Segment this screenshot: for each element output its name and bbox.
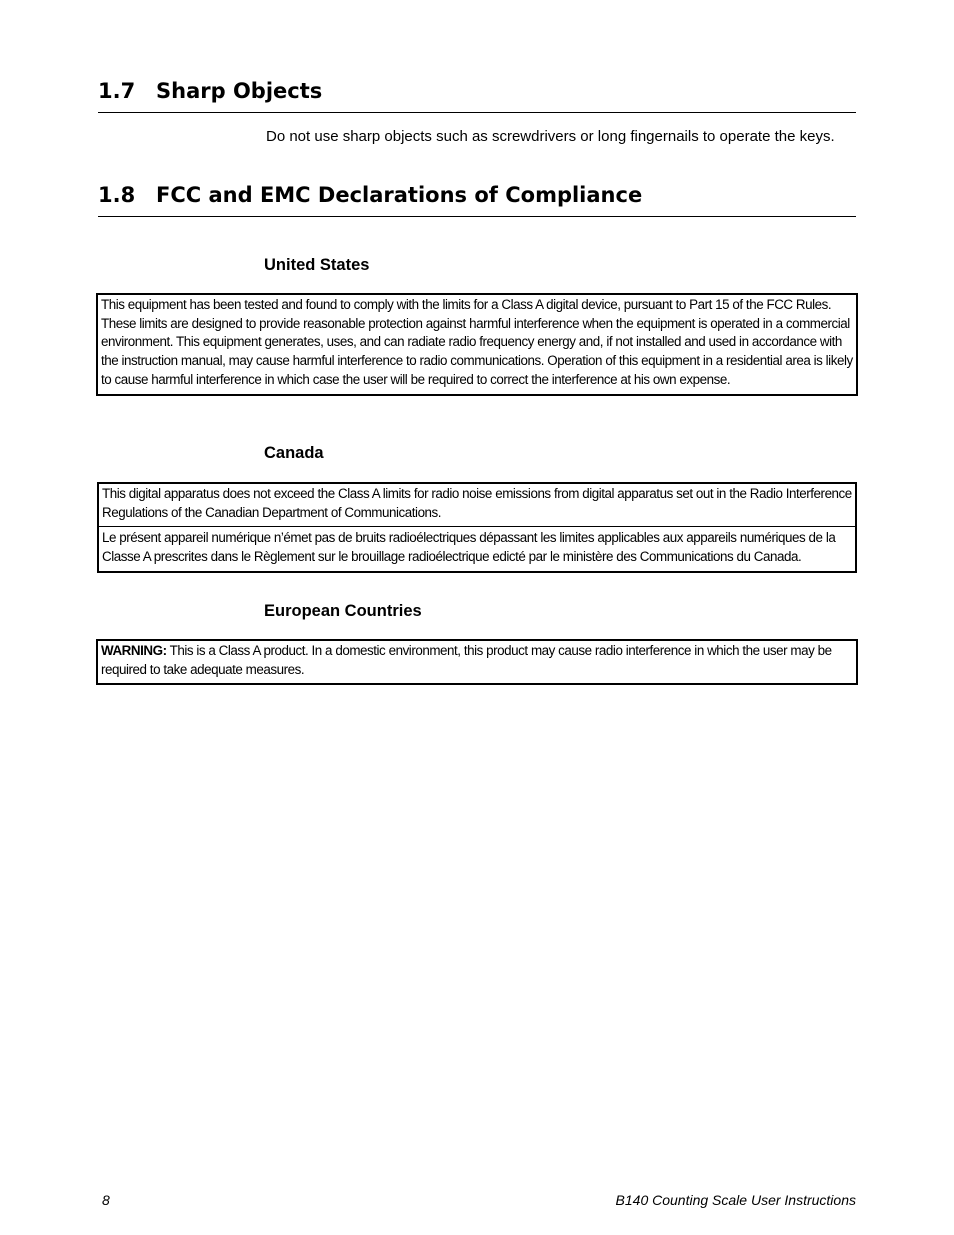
- section-heading-fcc-emc: [98, 182, 856, 217]
- us-notice-box: [96, 293, 858, 396]
- canada-notice-box: [97, 482, 857, 573]
- europe-notice-text: This is a Class A product. In a domestic environment, this product may cause radio interference in which the user may be required to take adequate measures.: [101, 643, 832, 677]
- warning-label: WARNING:: [101, 643, 167, 658]
- europe-notice-box: [96, 639, 858, 685]
- footer-document-title: B140 Counting Scale User Instructions: [615, 1192, 856, 1208]
- section-number: 1.7: [98, 79, 136, 103]
- canada-notice-french: Le présent appareil numérique n’émet pas de bruits radioélectriques dépassant les limites applicables aux appareils numériques de la Classe A prescrites dans le Règlement sur le brouillage radioélectrique edicté par le ministère des Communications du Canada.: [99, 526, 855, 570]
- section-number: 1.8: [98, 183, 136, 207]
- section-heading-sharp-objects: [98, 78, 856, 113]
- section-title: FCC and EMC Declarations of Compliance: [156, 183, 643, 207]
- canada-notice-english: This digital apparatus does not exceed the Class A limits for radio noise emissions from digital apparatus set out in the Radio Interference Regulations of the Canadian Department of Communications.: [102, 486, 852, 520]
- us-notice-text: This equipment has been tested and found to comply with the limits for a Class A digital device, pursuant to Part 15 of the FCC Rules. These limits are designed to provide reasonable protection against harmful interference when the equipment is operated in a commercial environment. This equipment generates, uses, and can radiate radio frequency energy and, if not installed and used in accordance with the instruction manual, may cause harmful interference to radio communications. Operation of this equipment in a residential area is likely to cause harmful interference in which case the user will be required to correct the interference at his own expense.: [101, 297, 853, 387]
- footer-page-number: 8: [102, 1192, 110, 1208]
- sharp-objects-paragraph: Do not use sharp objects such as screwdrivers or long fingernails to operate the keys.: [266, 128, 835, 145]
- section-title: Sharp Objects: [156, 79, 323, 103]
- subheading-united-states: United States: [264, 256, 370, 274]
- subheading-european-countries: European Countries: [264, 602, 422, 620]
- europe-notice: [98, 641, 856, 683]
- subheading-canada: Canada: [264, 444, 324, 462]
